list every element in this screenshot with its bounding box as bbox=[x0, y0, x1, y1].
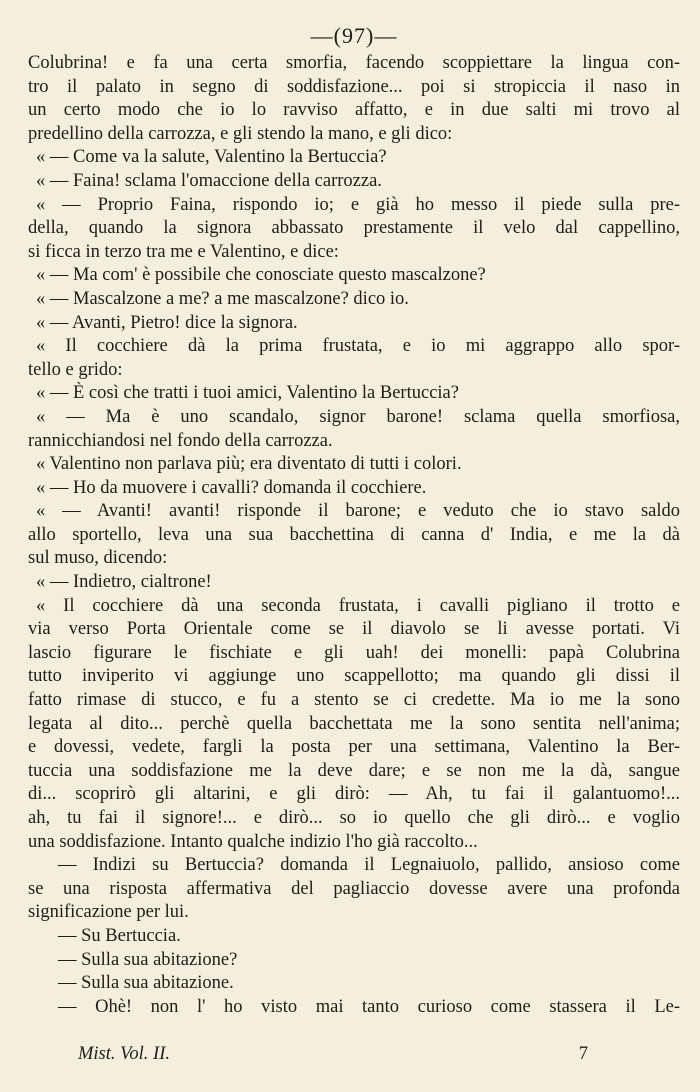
page-text bbox=[28, 52, 680, 1019]
text-line: — Ohè! non l' ho visto mai tanto curioso come stassera il Le- bbox=[58, 996, 680, 1017]
text-line: « Valentino non parlava più; era diventato di tutti i colori. bbox=[36, 454, 462, 475]
text-line: Colubrina! e fa una certa smorfia, facendo scoppiettare la lingua con- bbox=[28, 53, 680, 73]
text-line: della, quando la signora abbassato prestamente il velo dal cappellino, bbox=[28, 218, 680, 239]
text-line: « — Faina! sclama l'omaccione della carrozza. bbox=[36, 170, 382, 191]
text-line: « — È così che tratti i tuoi amici, Valentino la Bertuccia? bbox=[36, 383, 459, 404]
signature-mark: Mist. Vol. II. bbox=[78, 1044, 170, 1064]
text-line: « — Ho da muovere i cavalli? domanda il cocchiere. bbox=[36, 477, 427, 498]
text-line: predellino della carrozza, e gli stendo la mano, e gli dico: bbox=[28, 123, 453, 144]
text-line: « — Avanti, Pietro! dice la signora. bbox=[36, 312, 298, 333]
text-line: tuccia una soddisfazione me la deve dare; e se non me la dà, sangue bbox=[28, 760, 680, 781]
text-line: tro il palato in segno di soddisfazione... poi si stropiccia il naso in bbox=[28, 76, 680, 97]
text-line: si ficca in terzo tra me e Valentino, e dice: bbox=[28, 241, 339, 262]
text-line: tello e grido: bbox=[28, 359, 123, 380]
text-line: lascio figurare le fischiate e gli uah! dei monelli: papà Colubrina bbox=[28, 642, 680, 663]
text-line: fatto rimase di stucco, e fu a stento se ci credette. Ma io me la sono bbox=[28, 690, 680, 711]
page-footer bbox=[78, 1042, 588, 1066]
text-line: « — Avanti! avanti! risponde il barone; e veduto che io stavo saldo bbox=[36, 501, 680, 522]
text-line: sul muso, dicendo: bbox=[28, 548, 168, 569]
text-line: — Sulla sua abitazione. bbox=[58, 973, 234, 994]
text-line: allo sportello, leva una sua bacchettina di canna d' India, e me la dà bbox=[28, 524, 680, 545]
text-line: tutto inviperito vi aggiunge uno scappellotto; ma quando gli dissi il bbox=[28, 666, 680, 687]
text-line: « — Come va la salute, Valentino la Bertuccia? bbox=[36, 147, 387, 168]
text-line: un certo modo che io lo ravviso affatto, e in due salti mi trovo al bbox=[28, 100, 680, 121]
text-line: « Il cocchiere dà la prima frustata, e io mi aggrappo allo spor- bbox=[36, 336, 680, 357]
text-line: rannicchiandosi nel fondo della carrozza. bbox=[28, 430, 333, 451]
text-line: di... scoprirò gli altarini, e gli dirò: — Ah, tu fai il galantuomo!... bbox=[28, 784, 680, 805]
text-line: legata al dito... perchè quella bacchettata me la sono sentita nell'anima; bbox=[28, 713, 680, 734]
sheet-number: 7 bbox=[578, 1044, 588, 1064]
text-line: via verso Porta Orientale come se il diavolo se li avesse portati. Vi bbox=[28, 619, 680, 640]
text-line: « — Proprio Faina, rispondo io; e già ho messo il piede sulla pre- bbox=[36, 194, 680, 215]
text-line: e dovessi, vedete, fargli la posta per una settimana, Valentino la Ber- bbox=[28, 737, 680, 758]
text-line: « — Ma com' è possibile che conosciate questo mascalzone? bbox=[36, 265, 486, 286]
text-line: — Indizi su Bertuccia? domanda il Legnaiuolo, pallido, ansioso come bbox=[58, 855, 680, 876]
text-line: « Il cocchiere dà una seconda frustata, i cavalli pigliano il trotto e bbox=[36, 595, 680, 616]
text-line: « — Ma è uno scandalo, signor barone! sclama quella smorfiosa, bbox=[36, 406, 680, 427]
text-line: una soddisfazione. Intanto qualche indizio l'ho già raccolto... bbox=[28, 831, 478, 852]
text-line: significazione per lui. bbox=[28, 902, 189, 923]
text-line: « — Indietro, cialtrone! bbox=[36, 572, 212, 593]
text-line: ah, tu fai il signore!... e dirò... so io quello che gli dirò... e voglio bbox=[28, 808, 680, 828]
text-line: « — Mascalzone a me? a me mascalzone? dico io. bbox=[36, 288, 409, 309]
page-number: —(97)— bbox=[310, 23, 398, 48]
text-line: — Sulla sua abitazione? bbox=[58, 949, 238, 970]
text-line: se una risposta affermativa del pagliaccio dovesse avere una profonda bbox=[28, 878, 680, 899]
text-line: — Su Bertuccia. bbox=[58, 925, 181, 946]
